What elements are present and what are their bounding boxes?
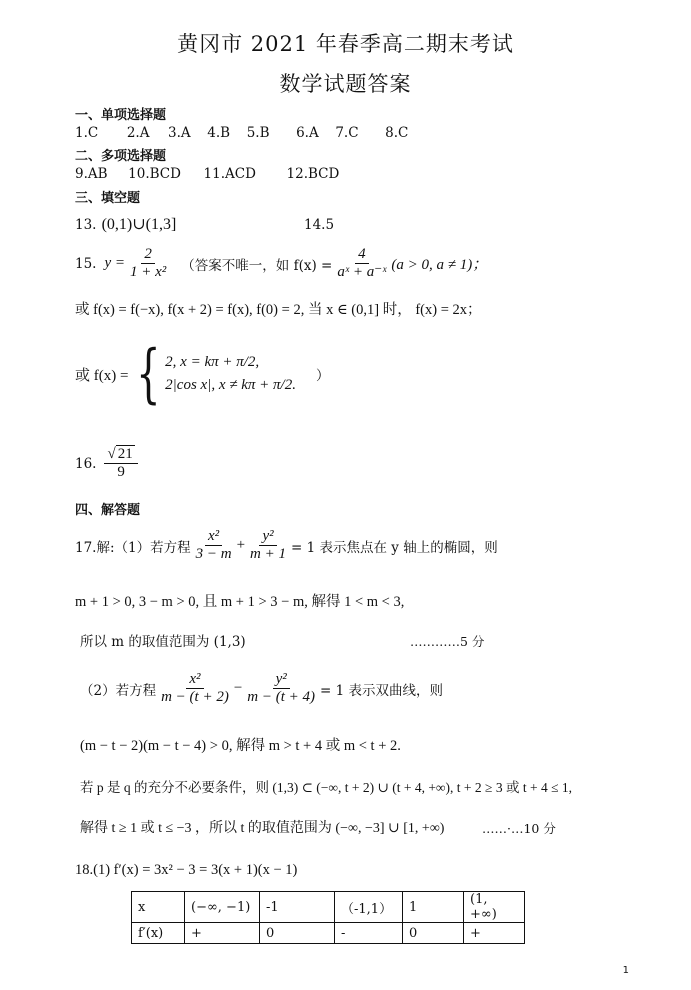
answer-item: 11.ACD <box>203 166 256 182</box>
q15-line1 <box>75 246 487 282</box>
answer-item: 4.B <box>207 125 231 141</box>
table-row <box>132 923 525 944</box>
table-cell: + <box>464 923 525 944</box>
section-solutions: 四、解答题 <box>75 503 141 518</box>
score-mark: …………5 分 <box>410 634 485 649</box>
q17-line1: 17.解:（1）若方程 $\frac{\text{x²}}{3 - m}$ + $\frac{\text{y²}}{m + 1}$ = 1 表示焦点在 y 轴上的椭圆，则 <box>75 528 498 563</box>
section-single-choice: 一、单项选择题 <box>75 108 167 123</box>
q15-close-paren: ） <box>315 368 330 384</box>
q15-case-1: 2, x = kπ + π/2, <box>165 354 260 370</box>
q17-line6: 若 p 是 q 的充分不必要条件，则 (1,3) ⊂ (−∞, t + 2) ∪ (t + 4, +∞), t + 2 ≥ 3 或 t + 4 ≤ 1, <box>80 780 572 795</box>
answer-item: 12.BCD <box>286 166 340 182</box>
page-number: 1 <box>622 965 629 976</box>
q15-case-2: 2|cos x|, x ≠ kπ + π/2. <box>165 377 296 393</box>
multi-choice-answers <box>75 166 339 182</box>
table-cell: -1 <box>260 892 335 923</box>
table-row <box>132 892 525 923</box>
q13-line <box>75 214 176 234</box>
page-title: 黄冈市 2021 年春季高二期末考试 <box>177 32 514 56</box>
table-cell: (1, +∞) <box>464 892 525 923</box>
q15-fraction-2: $\frac{4}{\text{aˣ + a⁻ˣ}}$ <box>337 246 387 281</box>
table-cell: (−∞, −1) <box>185 892 260 923</box>
q16-line <box>75 446 140 482</box>
table-cell: 0 <box>260 923 335 944</box>
q16-label: 16. <box>75 455 97 472</box>
q15-lhs: y = <box>104 255 126 272</box>
single-choice-answers <box>75 125 408 141</box>
page-subtitle: 数学试题答案 <box>279 72 412 96</box>
section-multi-choice: 二、多项选择题 <box>75 149 167 164</box>
q15-piecewise <box>128 337 296 411</box>
q17-line5: (m − t − 2)(m − t − 4) > 0, 解得 m > t + 4 或 m < t + 2. <box>80 738 401 754</box>
answer-item: 1.C <box>75 125 99 141</box>
q15-line3 <box>75 337 330 411</box>
answer-item: 7.C <box>335 125 359 141</box>
sqrt-icon: √ <box>107 446 116 462</box>
section-fill-blank: 三、填空题 <box>75 191 141 206</box>
q15-line3-pre: 或 f(x) = <box>75 367 129 384</box>
answer-item: 3.A <box>168 125 191 141</box>
table-cell: x <box>132 892 185 923</box>
sign-table <box>131 891 525 944</box>
q15-line2: 或 f(x) = f(−x), f(x + 2) = f(x), f(0) = 2, 当 x ∈ (0,1] 时， f(x) = 2x； <box>75 302 482 318</box>
q14-answer: 14.5 <box>304 217 335 233</box>
q15-label: 15. <box>75 255 97 272</box>
q17-line3: 所以 m 的取值范围为 (1,3) …………5 分 <box>80 634 485 650</box>
q15-note-post: (a > 0, a ≠ 1)； <box>391 257 488 274</box>
left-brace-icon: { <box>136 337 162 411</box>
q15-note-pre: （答案不唯一，如 f(x) = <box>181 257 333 274</box>
answer-item: 2.A <box>126 125 150 141</box>
table-cell: f′(x) <box>132 923 185 944</box>
q13-answer: (0,1)∪(1,3] <box>101 216 177 233</box>
answer-item: 9.AB <box>75 166 108 182</box>
q16-fraction: $\frac{√ 21}{9}$ <box>104 446 137 482</box>
answer-item: 5.B <box>246 125 270 141</box>
score-mark: ……·…10 分 <box>482 821 556 836</box>
q17-line4: （2）若方程 $\frac{\text{x²}}{m - (t + 2)}$ − $\frac{\text{y²}}{m - (t + 4)}$ = 1 表示双曲线，则 <box>80 671 444 706</box>
answer-item: 8.C <box>385 125 409 141</box>
table-cell: + <box>185 923 260 944</box>
q17-line2: m + 1 > 0, 3 − m > 0, 且 m + 1 > 3 − m, 解得 1 < m < 3, <box>75 594 405 610</box>
q18-line1: 18.(1) f′(x) = 3x² − 3 = 3(x + 1)(x − 1) <box>75 862 298 878</box>
table-cell: 1 <box>403 892 464 923</box>
table-cell: （-1,1） <box>335 892 403 923</box>
q15-fraction: $\frac{2}{\text{1 + x²}}$ <box>130 246 167 281</box>
table-cell: 0 <box>403 923 464 944</box>
answer-item: 10.BCD <box>128 166 181 182</box>
q17-line7: 解得 t ≥ 1 或 t ≤ −3 ，所以 t 的取值范围为 (−∞, −3] ∪ [1, +∞) ……·…10 分 <box>80 821 556 836</box>
answer-item: 6.A <box>296 125 319 141</box>
q13-label: 13. <box>75 217 97 233</box>
table-cell: - <box>335 923 403 944</box>
